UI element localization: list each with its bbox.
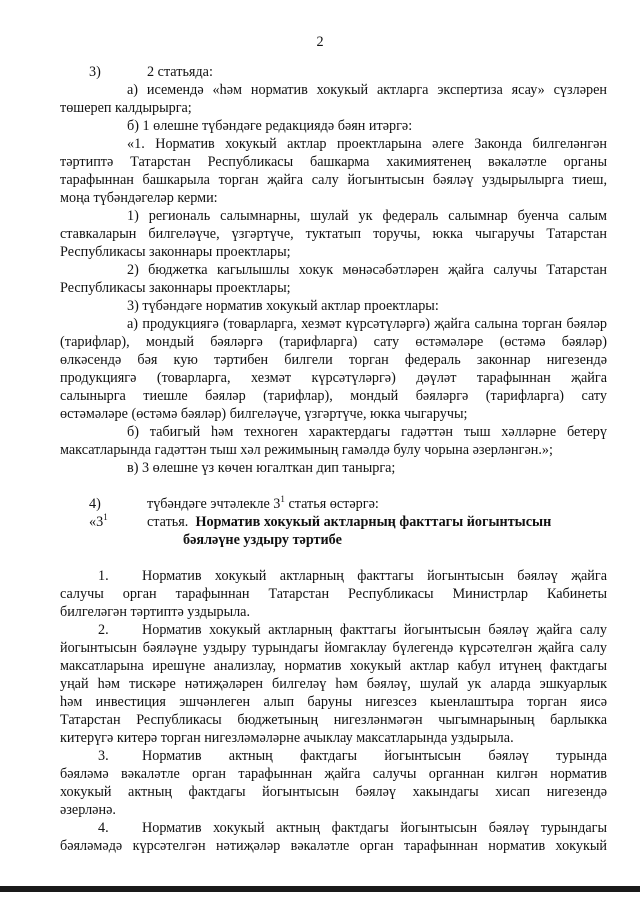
item-3-b: б) 1 өлешне түбәндәге редакциядә бәян итәргә:: [127, 118, 413, 134]
item-4-heading: [89, 496, 607, 513]
quote-line: тәртиптә Татарстан Республикасы башкарма хакимиятенең вәкаләтле органы: [60, 154, 607, 170]
sub-2-line: Республикасы законнары проектлары;: [60, 280, 291, 296]
page-bottom-rule: [0, 886, 640, 892]
para-2-line: һәм инвестиция эшчәнлеген алып баруны нигезсез кыенлаштыра торган яисә: [60, 694, 607, 710]
para-number: 1.: [98, 568, 109, 584]
sub-3a-line: продукциягә (товарларга, хезмәт күрсәтүләргә) дәүләт тарафыннан җайга: [60, 370, 607, 386]
article-title-line2: бәяләүне уздыру тәртибе: [183, 532, 342, 548]
para-3-line: әзерләнә.: [60, 802, 116, 818]
page-number: 2: [316, 34, 324, 50]
item-3-heading: [89, 64, 607, 81]
quote-line: моңа түбәндәгеләр керми:: [60, 190, 218, 206]
para-4-line: 4. Норматив хокукый актның фактдагы йогынтысын бәяләү турындагы: [98, 820, 607, 836]
sub-3b-line: максатларында гадәттән тыш хәл режимының гамәлдә булу чорына әзерләнгән.»;: [60, 442, 553, 458]
sub-3a-line: өлкәсендә бәя кую тәртибен билгели торган федераль законнар нигезендә: [60, 352, 607, 368]
quote-line: «1. Норматив хокукый актлар проектларына әлеге Законда билгеләнгән: [127, 136, 607, 152]
item-text: 2 статьяда:: [147, 64, 213, 80]
superscript: 1: [280, 494, 285, 504]
article-title-line1: Норматив хокукый актларның факттагы йогынтысын: [195, 514, 552, 530]
sub-1-line: 1) региональ салымнарны, шулай ук федераль салымнар буенча салым: [127, 208, 607, 224]
sub-1-line: Республикасы законнары проектлары;: [60, 244, 291, 260]
item-3-a-line2: төшереп калдырырга;: [60, 100, 192, 116]
article-number: «$3^1$: [89, 512, 108, 530]
para-2-line: йогынтысын бәяләүне уздыру турындагы йомгаклау бүлегендә күрсәтелгән җайга салу: [60, 640, 607, 656]
para-3-line: бәяләмә вәкаләтле орган тарафыннан җайга салучы органнан килгән норматив: [60, 766, 607, 782]
para-number: 2.: [98, 622, 109, 638]
sub-2-line: 2) бюджетка кагылышлы хокук мөнәсәбәтләрен җайга салучы Татарстан: [127, 262, 607, 278]
para-3-line: хокукый актның фактдагы йогынтысын бәяләү хакындагы хисап нигезендә: [60, 784, 607, 800]
para-number: 4.: [98, 820, 109, 836]
item-3-c: в) 3 өлешне үз көчен югалткан дип танырга;: [127, 460, 396, 476]
para-number: 3.: [98, 748, 109, 764]
item-number: 3): [89, 64, 101, 80]
sub-3a-line: өстәмәләре (өстәмә бәяләр) билгеләүче, үзгәртүче, юкка чыгаручы;: [60, 406, 468, 422]
para-1-line: билгеләгән тәртиптә уздырыла.: [60, 604, 251, 620]
sub-3a-line: (тарифлар), мондый бәяләргә (тарифларга) сату өстәмәләре (өстәмә бәяләр): [60, 334, 607, 350]
item-text: түбәндәге эчтәлекле 3: [147, 496, 281, 512]
quote-line: тарафыннан башкарыла торган җайга салу йогынтысын бәяләү уздырылырга тиеш,: [60, 172, 607, 188]
para-1-line: 1. Норматив хокукый актларның факттагы йогынтысын бәяләү җайга: [98, 568, 607, 584]
para-2-line: 2. Норматив хокукый актларның факттагы йогынтысын бәяләү җайга салу: [98, 622, 607, 638]
para-3-line: 3. Норматив актның фактдагы йогынтысын бәяләү турында: [98, 748, 607, 764]
para-1-line: салучы орган тарафыннан Татарстан Республикасы Министрлар Кабинеты: [60, 586, 607, 602]
article-heading: [89, 514, 607, 531]
sub-3: 3) түбәндәге норматив хокукый актлар проектлары:: [127, 298, 439, 314]
para-4-line: бәяләмәдә күрсәтелгән нәтиҗәләр вәкаләтле орган тарафыннан норматив хокукый: [60, 838, 607, 854]
item-number: 4): [89, 496, 101, 512]
article-word: статья.: [147, 514, 189, 530]
item-text-end: статья өстәргә:: [284, 496, 379, 512]
item-3-a-line1: а) исемендә «һәм норматив хокукый актларга экспертиза ясау» сүзләрен: [127, 82, 607, 98]
sub-3b-line: б) табигый һәм техноген характердагы гадәттән тыш хәлләрне бетерү: [127, 424, 607, 440]
sub-3a-line: а) продукциягә (товарларга, хезмәт күрсәтүләргә) җайга салына торган бәяләр: [127, 316, 607, 332]
para-2-line: уңай һәм тискәре нәтиҗәләрен билгеләү һәм бәяләү, шулай ук аларда эшкуарлык: [60, 676, 607, 692]
sub-3a-line: салынырга тиешле бәяләр (тарифлар), мондый бәяләргә (тарифларга) сату: [60, 388, 607, 404]
para-2-line: Татарстан Республикасы бюджетының нигезләнмәгән чыгымнарының барлыкка: [60, 712, 607, 728]
para-2-line: китерүгә китерә торган нигезләмәләрне ачыклау максатларында уздырыла.: [60, 730, 514, 746]
sub-1-line: ставкаларын билгеләүче, үзгәртүче, туктатып торучы, юкка чыгаручы Татарстан: [60, 226, 607, 242]
para-2-line: максатларына ирешүне анализлау, норматив хокукый актлар кабул итүнең фактдагы: [60, 658, 607, 674]
